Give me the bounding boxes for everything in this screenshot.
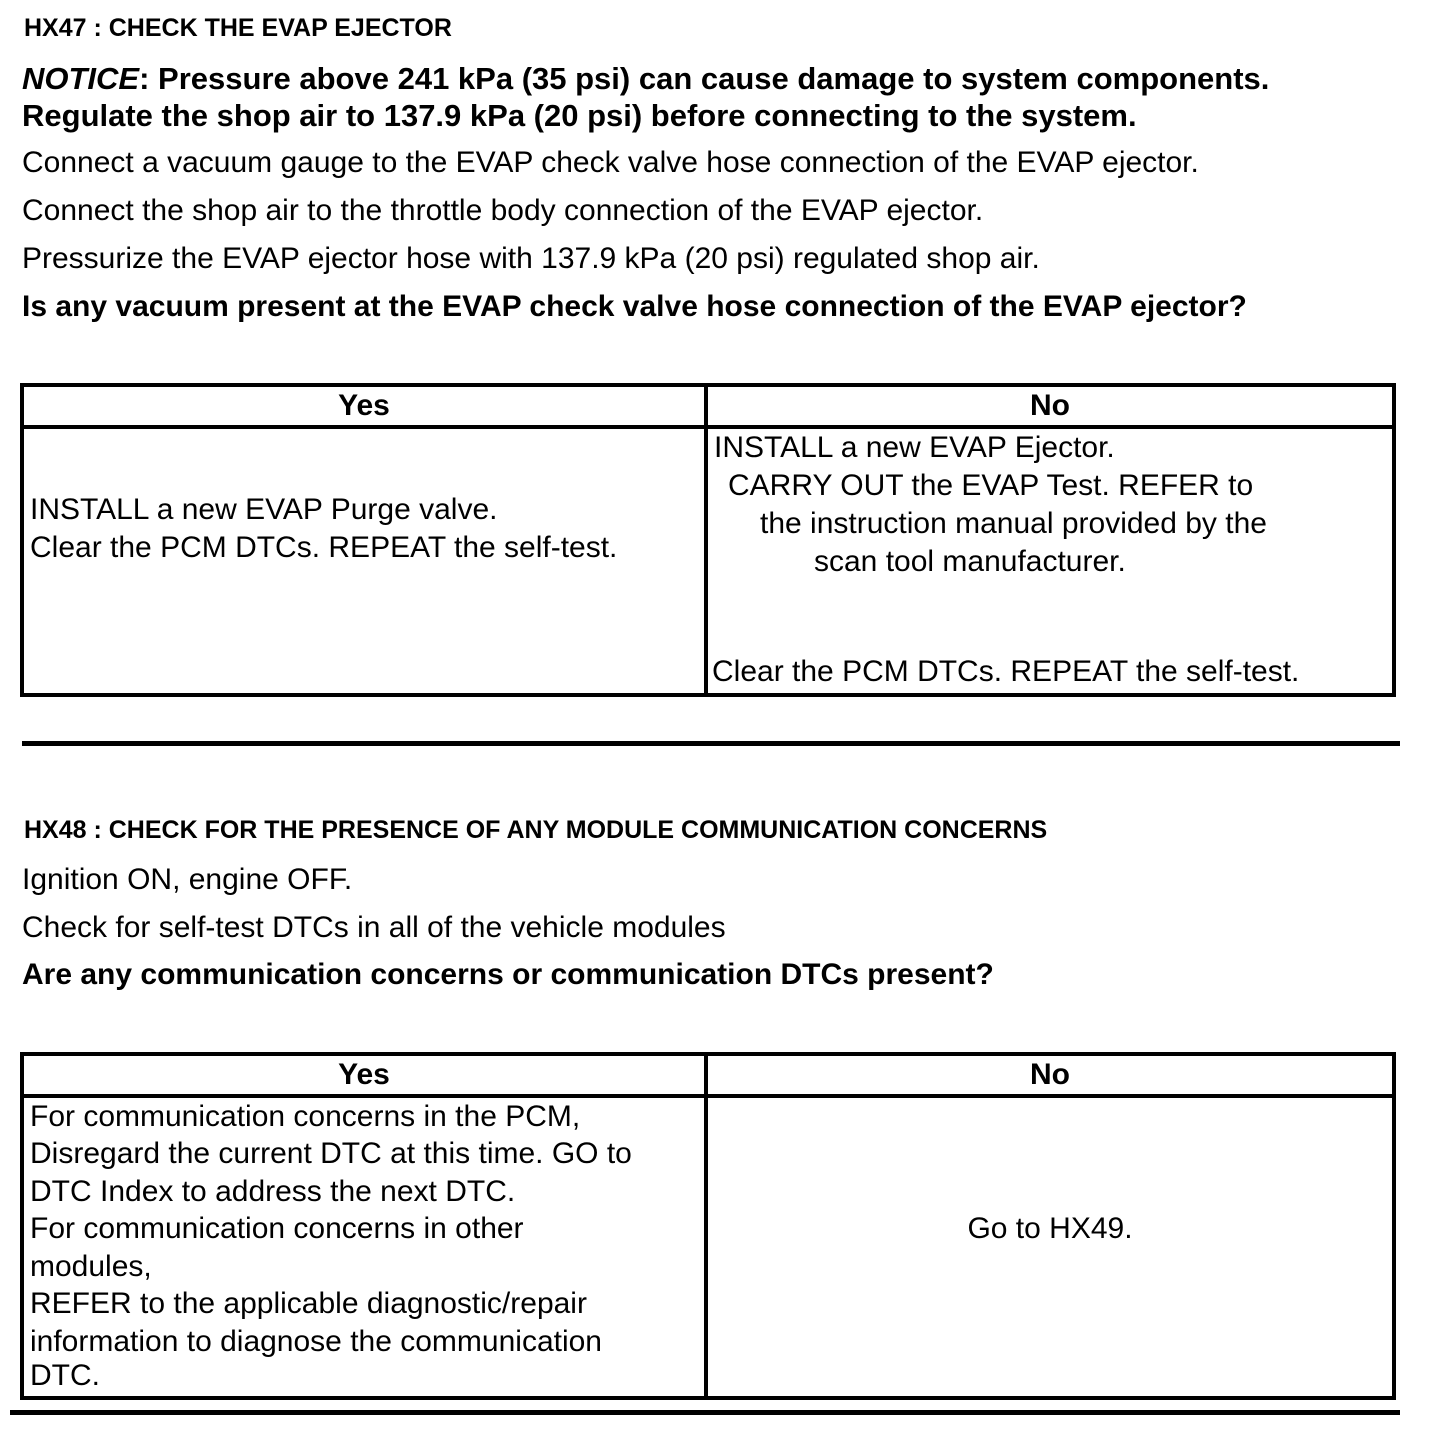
hx47-title: HX47 : CHECK THE EVAP EJECTOR [24, 14, 452, 42]
hx47-instruction-1: Connect a vacuum gauge to the EVAP check valve hose connection of the EVAP ejector. [22, 146, 1199, 179]
hx47-yes-header: Yes [22, 385, 706, 427]
hx47-yes-line-1: INSTALL a new EVAP Purge valve. [30, 493, 498, 526]
section-divider [22, 741, 1400, 746]
hx48-yes-line-7: information to diagnose the communication [30, 1325, 602, 1358]
hx48-no-cell [706, 1096, 1394, 1398]
hx48-yes-header: Yes [22, 1054, 706, 1096]
notice-label: NOTICE [22, 61, 140, 96]
hx47-instruction-3: Pressurize the EVAP ejector hose with 137.9 kPa (20 psi) regulated shop air. [22, 242, 1040, 275]
hx48-no-header: No [706, 1054, 1394, 1096]
hx47-notice [22, 60, 1269, 97]
hx48-result-table [20, 1052, 1396, 1400]
hx48-yes-line-3: DTC Index to address the next DTC. [30, 1175, 516, 1208]
hx47-no-line-3: the instruction manual provided by the [760, 507, 1267, 540]
hx47-no-footer: Clear the PCM DTCs. REPEAT the self-test. [712, 655, 1300, 688]
hx48-yes-line-4: For communication concerns in other [30, 1212, 524, 1245]
hx47-yes-cell [22, 427, 706, 695]
hx47-no-line-2: CARRY OUT the EVAP Test. REFER to [728, 469, 1254, 502]
hx48-yes-line-8: DTC. [30, 1359, 100, 1392]
notice-text-line1: : Pressure above 241 kPa (35 psi) can cause damage to system components. [139, 61, 1270, 96]
notice-text-line2: Regulate the shop air to 137.9 kPa (20 psi) before connecting to the system. [22, 98, 1137, 133]
hx48-yes-line-1: For communication concerns in the PCM, [30, 1100, 581, 1133]
bottom-divider [10, 1410, 1400, 1415]
hx48-yes-cell [22, 1096, 706, 1398]
hx47-question: Is any vacuum present at the EVAP check valve hose connection of the EVAP ejector? [22, 290, 1247, 323]
hx47-result-table [20, 383, 1396, 697]
hx48-yes-line-6: REFER to the applicable diagnostic/repair [30, 1287, 587, 1320]
hx47-instruction-2: Connect the shop air to the throttle body connection of the EVAP ejector. [22, 194, 984, 227]
hx47-no-line-1: INSTALL a new EVAP Ejector. [714, 431, 1115, 464]
hx48-yes-line-2: Disregard the current DTC at this time. GO to [30, 1137, 632, 1170]
hx48-instruction-1: Ignition ON, engine OFF. [22, 863, 353, 896]
hx47-yes-line-2: Clear the PCM DTCs. REPEAT the self-test. [30, 531, 618, 564]
hx48-instruction-2: Check for self-test DTCs in all of the vehicle modules [22, 911, 726, 944]
hx47-no-header: No [706, 385, 1394, 427]
hx48-title: HX48 : CHECK FOR THE PRESENCE OF ANY MODULE COMMUNICATION CONCERNS [24, 816, 1048, 844]
hx48-question: Are any communication concerns or communication DTCs present? [22, 958, 994, 991]
hx48-yes-line-5: modules, [30, 1250, 152, 1283]
hx47-no-cell [706, 427, 1394, 695]
hx48-no-text: Go to HX49. [967, 1212, 1133, 1245]
hx47-no-line-4: scan tool manufacturer. [814, 545, 1126, 578]
